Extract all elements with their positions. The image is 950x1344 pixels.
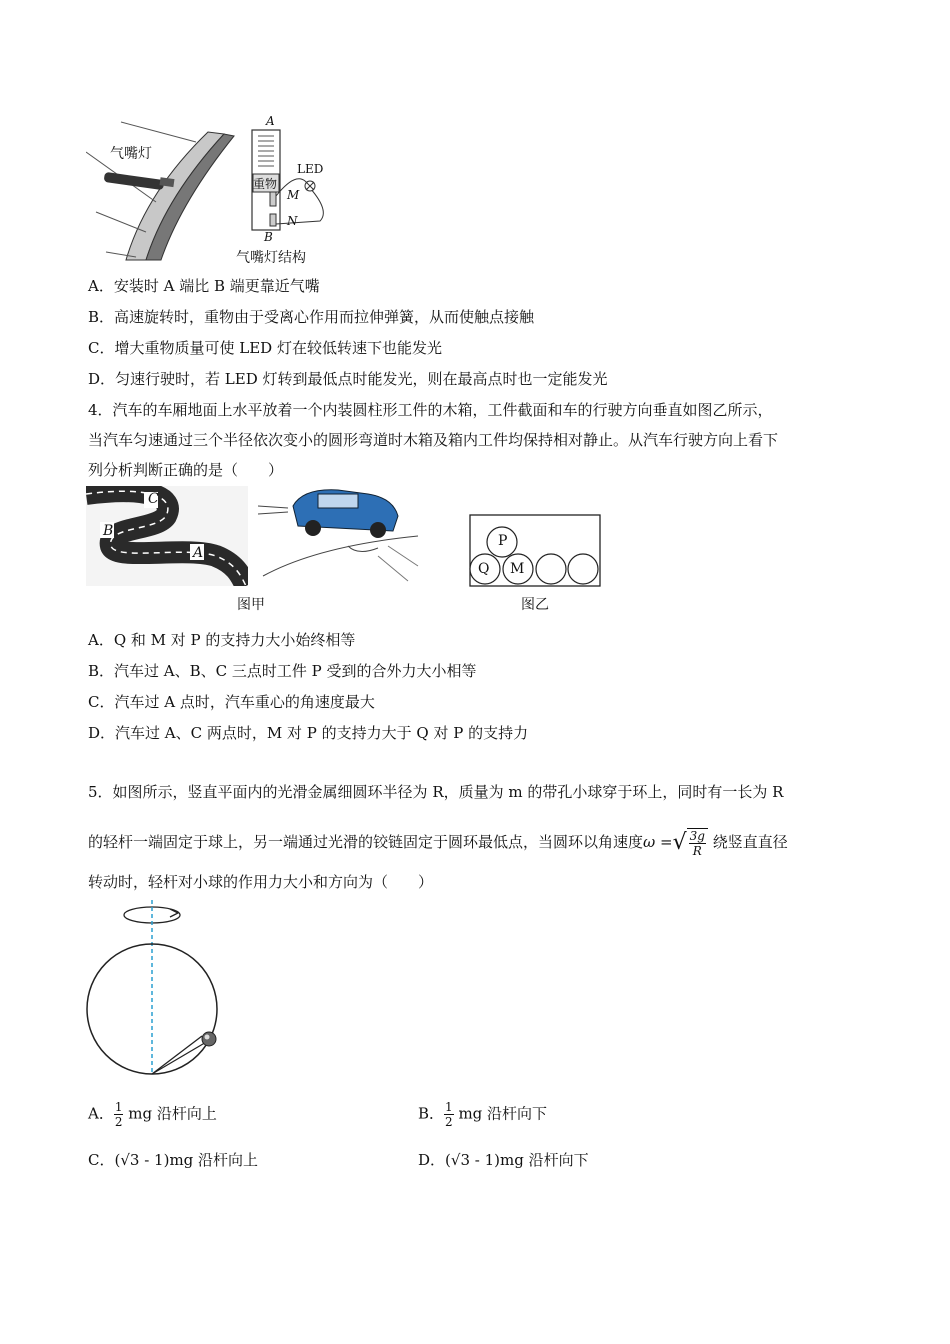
q4-option-b: B．汽车过 A、B、C 三点时工件 P 受到的合外力大小相等 <box>88 662 477 680</box>
q5-stem-line2-text: 的轻杆一端固定于球上，另一端通过光滑的铰链固定于圆环最低点，当圆环以角速度 <box>88 833 644 851</box>
q4-option-c: C．汽车过 A 点时，汽车重心的角速度最大 <box>88 693 375 711</box>
q5-option-a-fraction <box>114 1100 124 1129</box>
q4-stem-line1: 4．汽车的车厢地面上水平放着一个内装圆柱形工件的木箱，工件截面和车的行驶方向垂直如图乙所示， <box>88 401 773 419</box>
q4-option-a: A．Q 和 M 对 P 的支持力大小始终相等 <box>88 631 356 649</box>
q3-option-d: D．匀速行驶时，若 LED 灯转到最低点时能发光，则在最高点时也一定能发光 <box>88 370 608 388</box>
q5-option-b-num: 1 <box>445 1100 453 1114</box>
q5-option-b-label: B． <box>418 1104 445 1123</box>
q5-option-d-text: (√3 - 1)mg 沿杆向下 <box>445 1151 589 1169</box>
q5-option-b-text: mg 沿杆向下 <box>458 1104 548 1123</box>
road-label-C: C <box>148 491 159 507</box>
box-label-M: M <box>510 561 525 577</box>
label-weight: 重物 <box>253 177 278 191</box>
q3-option-a: A．安装时 A 端比 B 端更靠近气嘴 <box>88 277 320 295</box>
label-B: B <box>264 230 273 244</box>
q5-option-d <box>418 1150 589 1170</box>
q5-stem-line1: 5．如图所示，竖直平面内的光滑金属细圆环半径为 R，质量为 m 的带孔小球穿于环上，同时有一长为 R <box>88 783 784 801</box>
omega-symbol: ω = <box>643 833 673 851</box>
q3-option-b: B．高速旋转时，重物由于受离心作用而拉伸弹簧，从而使触点接触 <box>88 308 535 326</box>
q4-stem-line2: 当汽车匀速通过三个半径依次变小的圆形弯道时木箱及箱内工件均保持相对静止。从汽车行驶方向上看下 <box>88 431 779 449</box>
q4-stem-line3: 列分析判断正确的是（ ） <box>88 461 284 479</box>
q5-option-a-den: 2 <box>114 1115 123 1129</box>
q5-option-c-label: C． <box>88 1151 115 1169</box>
road-label-B: B <box>103 523 114 539</box>
q5-option-c-text: (√3 - 1)mg 沿杆向上 <box>114 1151 259 1169</box>
omega-denominator: R <box>692 844 702 858</box>
q5-option-b-fraction <box>444 1100 454 1129</box>
label-N: N <box>287 214 298 228</box>
box-label-Q: Q <box>478 561 490 577</box>
car-turning-figure <box>258 486 423 586</box>
box-cylinders-figure <box>468 513 602 589</box>
q3-option-c: C．增大重物质量可使 LED 灯在较低转速下也能发光 <box>88 339 442 357</box>
valve-lamp-label: 气嘴灯 <box>110 146 152 162</box>
fig-b-caption: 图乙 <box>521 597 549 613</box>
q5-option-a-num: 1 <box>114 1100 123 1114</box>
q5-stem-line2-tail: 绕竖直直径 <box>712 833 788 851</box>
valve-lamp-caption: 气嘴灯结构 <box>236 250 306 266</box>
box-label-P: P <box>498 533 508 549</box>
omega-fraction <box>687 828 708 858</box>
label-M: M <box>287 188 300 202</box>
q5-option-c <box>88 1150 258 1170</box>
valve-lamp-wheel-figure <box>86 112 246 262</box>
sqrt-sign: √ <box>672 830 687 855</box>
q4-option-d: D．汽车过 A、C 两点时，M 对 P 的支持力大于 Q 对 P 的支持力 <box>88 724 529 742</box>
q5-option-d-label: D． <box>418 1151 446 1169</box>
label-A: A <box>266 114 275 128</box>
q5-stem-line3: 转动时，轻杆对小球的作用力大小和方向为（ ） <box>88 873 434 891</box>
road-label-A: A <box>193 545 204 561</box>
q5-stem-line2 <box>88 828 788 858</box>
omega-numerator: 3g <box>689 829 705 843</box>
q5-option-a-text: mg 沿杆向上 <box>128 1104 217 1123</box>
ring-rod-ball-figure <box>84 898 224 1078</box>
q5-option-b-den: 2 <box>445 1115 453 1129</box>
label-LED: LED <box>297 162 324 176</box>
q5-option-a <box>88 1100 217 1129</box>
q5-option-a-label: A． <box>88 1104 114 1123</box>
q5-option-b <box>418 1100 547 1129</box>
fig-a-caption: 图甲 <box>237 597 265 613</box>
